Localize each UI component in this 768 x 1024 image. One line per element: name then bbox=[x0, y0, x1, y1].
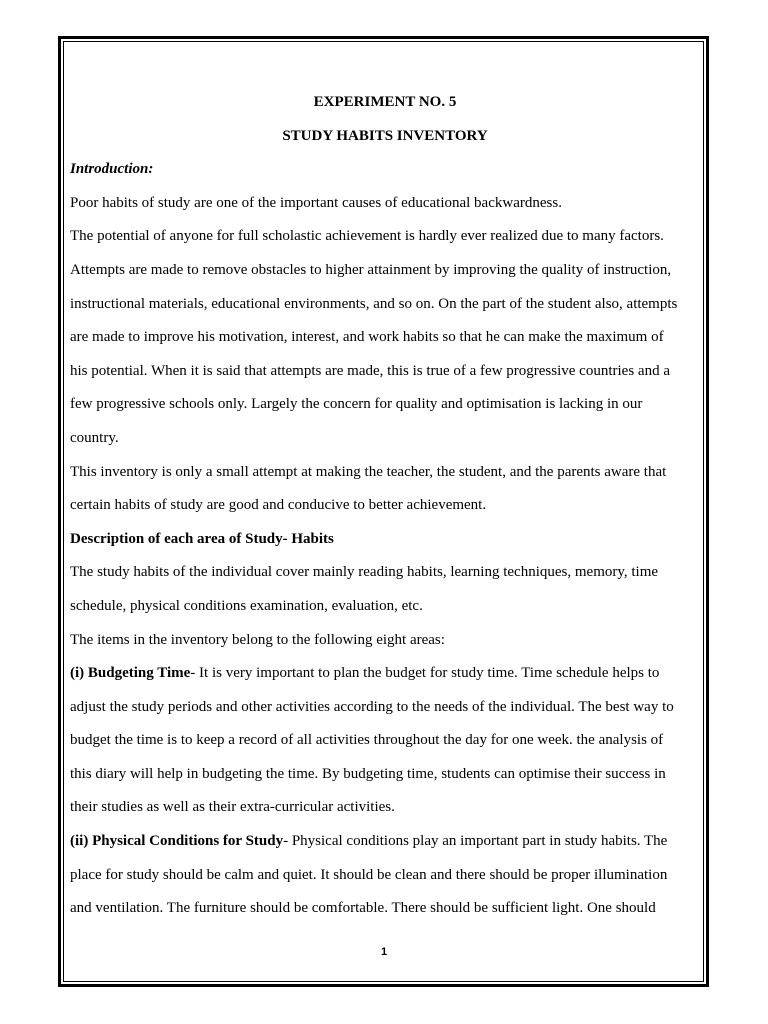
area-physical-conditions-line: and ventilation. The furniture should be comfortable. There should be sufficient light. One should bbox=[70, 900, 656, 917]
area-budgeting-time-line: adjust the study periods and other activities according to the needs of the individual. The best way to bbox=[70, 698, 674, 715]
area-physical-conditions-text: - Physical conditions play an important part in study habits. The bbox=[283, 833, 668, 850]
area-budgeting-time-line: budget the time is to keep a record of all activities throughout the day for one week. the analysis of bbox=[70, 732, 664, 749]
intro-line: few progressive schools only. Largely the concern for quality and optimisation is lacking in our bbox=[70, 396, 643, 413]
intro-line: country. bbox=[70, 429, 119, 446]
intro-line: Poor habits of study are one of the important causes of educational backwardness. bbox=[70, 194, 562, 211]
description-heading: Description of each area of Study- Habits bbox=[70, 530, 334, 547]
intro-line: are made to improve his motivation, interest, and work habits so that he can make the maximum of bbox=[70, 329, 664, 346]
intro-line: his potential. When it is said that attempts are made, this is true of a few progressive countries and a bbox=[70, 362, 670, 379]
introduction-heading: Introduction: bbox=[70, 161, 154, 178]
inventory-title: STUDY HABITS INVENTORY bbox=[282, 127, 488, 144]
area-physical-conditions-line: place for study should be calm and quiet. It should be clean and there should be proper illumination bbox=[70, 866, 668, 883]
description-line: The study habits of the individual cover mainly reading habits, learning techniques, memory, time bbox=[70, 564, 659, 581]
area-budgeting-time-line: their studies as well as their extra-curricular activities. bbox=[70, 799, 395, 816]
intro-line: The potential of anyone for full scholastic achievement is hardly ever realized due to many factors. bbox=[70, 228, 664, 245]
area-budgeting-time-label: (i) Budgeting Time bbox=[70, 665, 191, 682]
area-physical-conditions-label: (ii) Physical Conditions for Study bbox=[70, 833, 284, 850]
document-body bbox=[70, 86, 700, 926]
area-physical-conditions-first-line bbox=[70, 825, 700, 859]
intro-line: This inventory is only a small attempt at making the teacher, the student, and the parents aware that bbox=[70, 463, 667, 480]
area-budgeting-time-first-line bbox=[70, 657, 700, 691]
intro-line: instructional materials, educational environments, and so on. On the part of the student also, attempts bbox=[70, 295, 678, 312]
description-line: The items in the inventory belong to the following eight areas: bbox=[70, 631, 445, 648]
area-budgeting-time-line: this diary will help in budgeting the time. By budgeting time, students can optimise their success in bbox=[70, 765, 666, 782]
page-number: 1 bbox=[380, 946, 388, 958]
area-budgeting-time-text: - It is very important to plan the budget for study time. Time schedule helps to bbox=[190, 665, 660, 682]
experiment-title: EXPERIMENT NO. 5 bbox=[313, 94, 457, 110]
intro-line: Attempts are made to remove obstacles to higher attainment by improving the quality of instruction, bbox=[70, 261, 672, 278]
description-line: schedule, physical conditions examination, evaluation, etc. bbox=[70, 597, 423, 614]
intro-line: certain habits of study are good and conducive to better achievement. bbox=[70, 497, 487, 514]
